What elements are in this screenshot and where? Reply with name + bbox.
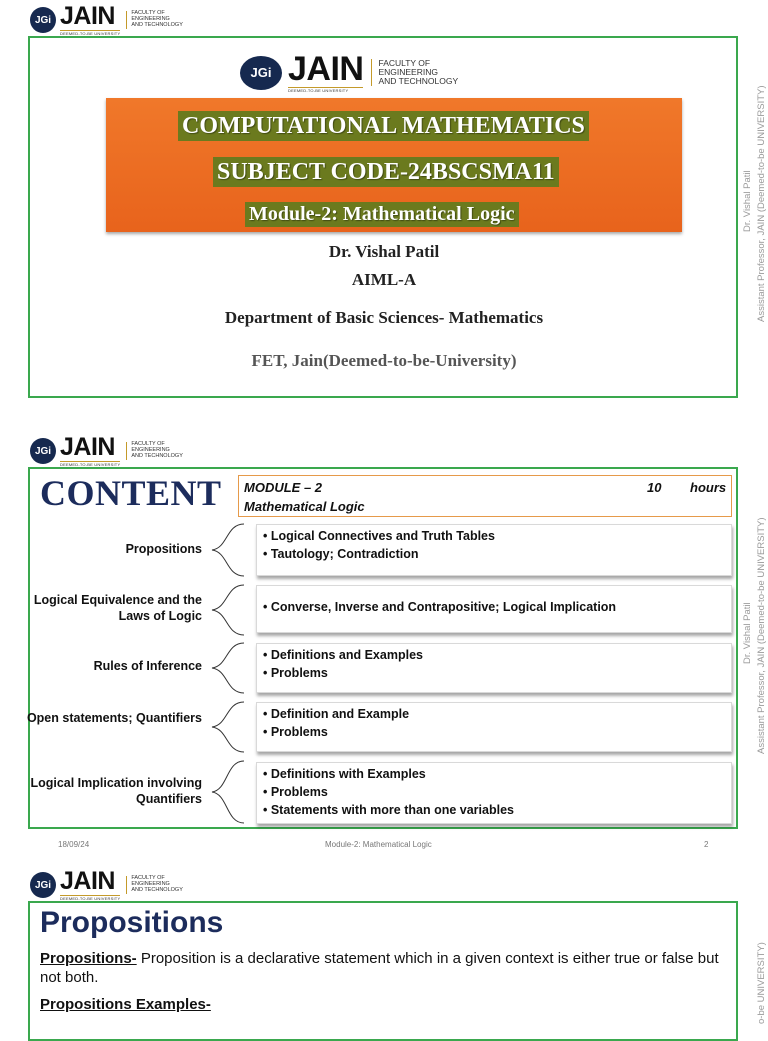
header-logo: [30, 4, 183, 36]
propositions-title: Propositions: [40, 906, 224, 939]
proposition-definition: [40, 949, 720, 987]
jain-tagline: DEEMED-TO-BE UNIVERSITY: [60, 31, 121, 36]
jain-wordmark: JAIN: [288, 50, 364, 88]
topic-items-box: • Definitions with Examples • Problems • Statements with more than one variables: [256, 762, 732, 824]
content-title: CONTENT: [40, 473, 222, 513]
footer-page: 2: [704, 840, 709, 849]
jgi-badge: JGi: [30, 872, 56, 898]
footer-date: 18/09/24: [58, 840, 90, 849]
definition-label: Propositions-: [40, 950, 137, 967]
side-note-name: Dr. Vishal Patil: [742, 170, 753, 232]
module-name: Mathematical Logic: [244, 499, 365, 514]
side-note-role: Assistant Professor, JAIN (Deemed-to-be UNIVERSITY): [756, 517, 767, 754]
institute-name: FET, Jain(Deemed-to-be-University): [251, 351, 517, 370]
department-name: Department of Basic Sciences- Mathematics: [224, 308, 544, 327]
faculty-text: FACULTY OF ENGINEERING AND TECHNOLOGY: [126, 442, 183, 459]
hours-value: 10: [647, 480, 662, 495]
jain-wordmark: JAIN: [60, 433, 115, 461]
jgi-badge: JGi: [30, 438, 56, 464]
module-title: Module-2: Mathematical Logic: [245, 202, 519, 227]
section-name: AIML-A: [351, 270, 417, 289]
header-logo-3: [30, 869, 183, 901]
side-note-role-partial: o-be UNIVERSITY): [756, 942, 767, 1024]
footer-title: Module-2: Mathematical Logic: [325, 840, 432, 849]
jain-wordmark: JAIN: [60, 867, 115, 895]
faculty-text: FACULTY OF ENGINEERING AND TECHNOLOGY: [126, 876, 183, 893]
topic-label: Logical Implication involving Quantifiers: [30, 776, 202, 806]
jain-tagline: DEEMED-TO-BE UNIVERSITY: [60, 462, 121, 467]
jain-tagline: DEEMED-TO-BE UNIVERSITY: [60, 896, 121, 901]
side-note-name: Dr. Vishal Patil: [742, 602, 753, 664]
topic-label: Open statements; Quantifiers: [26, 711, 202, 725]
topic-label: Rules of Inference: [93, 659, 202, 673]
topic-label: Propositions: [125, 542, 202, 556]
brace-icon: [206, 522, 248, 578]
examples-heading: Propositions Examples-: [40, 996, 211, 1013]
jgi-badge: JGi: [30, 7, 56, 33]
jgi-badge: JGi: [240, 56, 282, 90]
jain-tagline: DEEMED-TO-BE UNIVERSITY: [288, 87, 363, 93]
definition-text: Proposition is a declarative statement which in a given context is either true or false but not both.: [40, 950, 719, 986]
subject-code: SUBJECT CODE-24BSCSMA11: [213, 157, 559, 187]
brace-icon: [206, 759, 248, 825]
hours-label: hours: [690, 480, 727, 495]
header-logo-2: [30, 435, 183, 467]
slide-logo: [240, 52, 458, 93]
brace-icon: [206, 641, 248, 695]
topic-items-box: • Definitions and Examples • Problems: [256, 643, 732, 693]
author-name: Dr. Vishal Patil: [328, 242, 440, 261]
topic-label: Logical Equivalence and the Laws of Logic: [33, 593, 202, 623]
course-title: COMPUTATIONAL MATHEMATICS: [178, 111, 589, 141]
side-note-role: Assistant Professor, JAIN (Deemed-to-be UNIVERSITY): [756, 85, 767, 322]
brace-icon: [206, 583, 248, 637]
topic-items-box: • Converse, Inverse and Contrapositive; Logical Implication: [256, 585, 732, 633]
module-box: [238, 475, 732, 517]
jain-wordmark: JAIN: [60, 2, 115, 30]
faculty-text: FACULTY OF ENGINEERING AND TECHNOLOGY: [371, 59, 458, 86]
topic-items-box: • Definition and Example • Problems: [256, 702, 732, 752]
faculty-text: FACULTY OF ENGINEERING AND TECHNOLOGY: [126, 11, 183, 28]
brace-icon: [206, 700, 248, 754]
topic-items-box: • Logical Connectives and Truth Tables • Tautology; Contradiction: [256, 524, 732, 576]
module-label: MODULE – 2: [244, 480, 323, 495]
